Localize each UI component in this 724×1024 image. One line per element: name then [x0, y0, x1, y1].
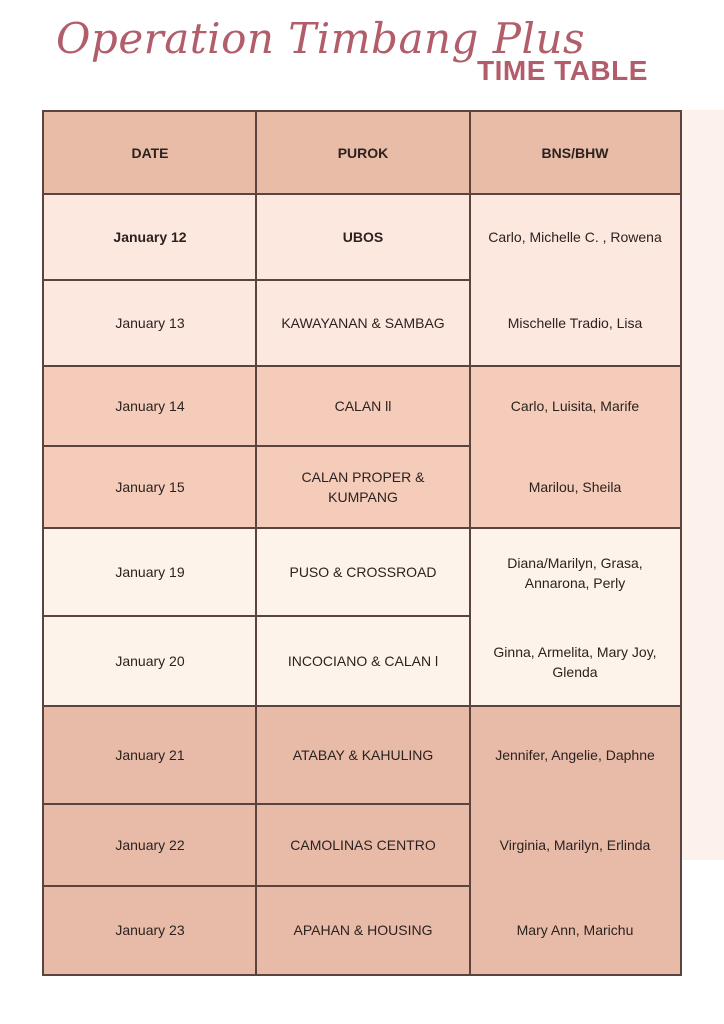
- column-header-bns-bhw: BNS/BHW: [470, 112, 680, 194]
- date-cell: January 21: [44, 706, 256, 804]
- column-divider: [469, 112, 471, 974]
- purok-cell: APAHAN & HOUSING: [256, 886, 470, 974]
- bns-cell: Diana/Marilyn, Grasa, Annarona, Perly: [507, 555, 643, 591]
- bns-cell: Jennifer, Angelie, Daphne: [495, 747, 655, 763]
- bns-group-1: [470, 194, 680, 366]
- column-header-purok: PUROK: [256, 112, 470, 194]
- bns-cell: Carlo, Michelle C. , Rowena: [488, 229, 662, 245]
- row-divider: [44, 885, 470, 887]
- section-title: TIME TABLE: [477, 55, 648, 86]
- date-cell: January 15: [44, 446, 256, 528]
- bns-group-4: [470, 706, 680, 974]
- bns-cell: Carlo, Luisita, Marife: [510, 398, 640, 414]
- purok-cell: KAWAYANAN & SAMBAG: [256, 280, 470, 366]
- column-header-date: DATE: [44, 112, 256, 194]
- bns-cell: Mischelle Tradio, Lisa: [507, 315, 643, 331]
- bns-cell: Virginia, Marilyn, Erlinda: [499, 837, 651, 853]
- date-cell: January 13: [44, 280, 256, 366]
- schedule-table: [42, 110, 682, 976]
- row-divider: [44, 705, 680, 707]
- date-cell: January 22: [44, 804, 256, 886]
- column-divider: [255, 112, 257, 974]
- purok-cell: UBOS: [256, 194, 470, 280]
- date-cell: January 19: [44, 528, 256, 616]
- date-cell: January 20: [44, 616, 256, 706]
- bns-group-3: [470, 528, 680, 706]
- bns-group-2: [470, 366, 680, 528]
- purok-cell: PUSO & CROSSROAD: [256, 528, 470, 616]
- bns-cell: Mary Ann, Marichu: [516, 922, 634, 938]
- row-divider: [44, 445, 470, 447]
- side-panel: [682, 110, 724, 860]
- date-cell: January 12: [44, 194, 256, 280]
- date-cell: January 14: [44, 366, 256, 446]
- bns-cell: Ginna, Armelita, Mary Joy, Glenda: [493, 644, 657, 680]
- row-divider: [44, 803, 470, 805]
- purok-cell: CALAN ll: [256, 366, 470, 446]
- date-cell: January 23: [44, 886, 256, 974]
- page-header: [0, 0, 724, 110]
- row-divider: [44, 527, 680, 529]
- row-divider: [44, 365, 680, 367]
- purok-cell: CALAN PROPER & KUMPANG: [256, 446, 470, 528]
- row-divider: [44, 193, 680, 195]
- purok-cell: ATABAY & KAHULING: [256, 706, 470, 804]
- row-divider: [44, 615, 470, 617]
- row-divider: [44, 279, 470, 281]
- bns-cell: Marilou, Sheila: [528, 479, 622, 495]
- purok-cell: INCOCIANO & CALAN l: [256, 616, 470, 706]
- page-title: Operation Timbang Plus: [56, 14, 586, 63]
- purok-cell: CAMOLINAS CENTRO: [256, 804, 470, 886]
